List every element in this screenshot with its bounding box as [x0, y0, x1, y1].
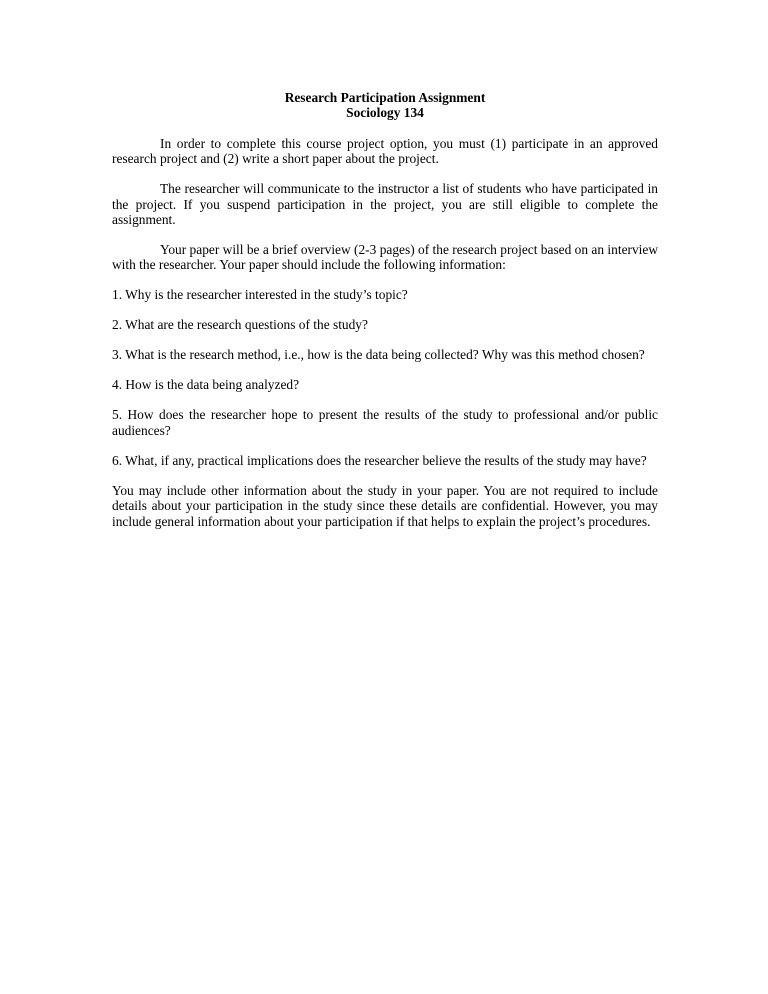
document-title: Research Participation Assignment — [284, 90, 486, 105]
closing-paragraph: You may include other information about the study in your paper. You are not required to include details about your participation in the study since these details are confidential. However, you may include general information about your participation if that helps to explain the project’s procedures. — [112, 482, 658, 529]
question-item: 5. How does the researcher hope to present the results of the study to professional and/or public audiences? — [112, 407, 658, 438]
document-header — [112, 90, 658, 121]
question-item: 6. What, if any, practical implications does the researcher believe the results of the study may have? — [112, 452, 647, 468]
paper-overview-paragraph: Your paper will be a brief overview (2-3 pages) of the research project based on an interview with the researcher. Your paper should include the following information: — [112, 242, 658, 273]
researcher-paragraph: The researcher will communicate to the instructor a list of students who have participated in the project. If you suspend participation in the project, you are still eligible to complete the assignment. — [112, 181, 658, 228]
question-item: 3. What is the research method, i.e., how is the data being collected? Why was this method chosen? — [112, 347, 645, 363]
document-page — [112, 90, 658, 544]
intro-paragraph: In order to complete this course project option, you must (1) participate in an approved research project and (2) write a short paper about the project. — [112, 135, 658, 167]
question-item: 1. Why is the researcher interested in the study’s topic? — [112, 287, 408, 303]
course-name: Sociology 134 — [346, 105, 424, 121]
question-item: 4. How is the data being analyzed? — [112, 377, 300, 393]
question-list — [112, 287, 658, 468]
question-item: 2. What are the research questions of the study? — [112, 317, 368, 333]
